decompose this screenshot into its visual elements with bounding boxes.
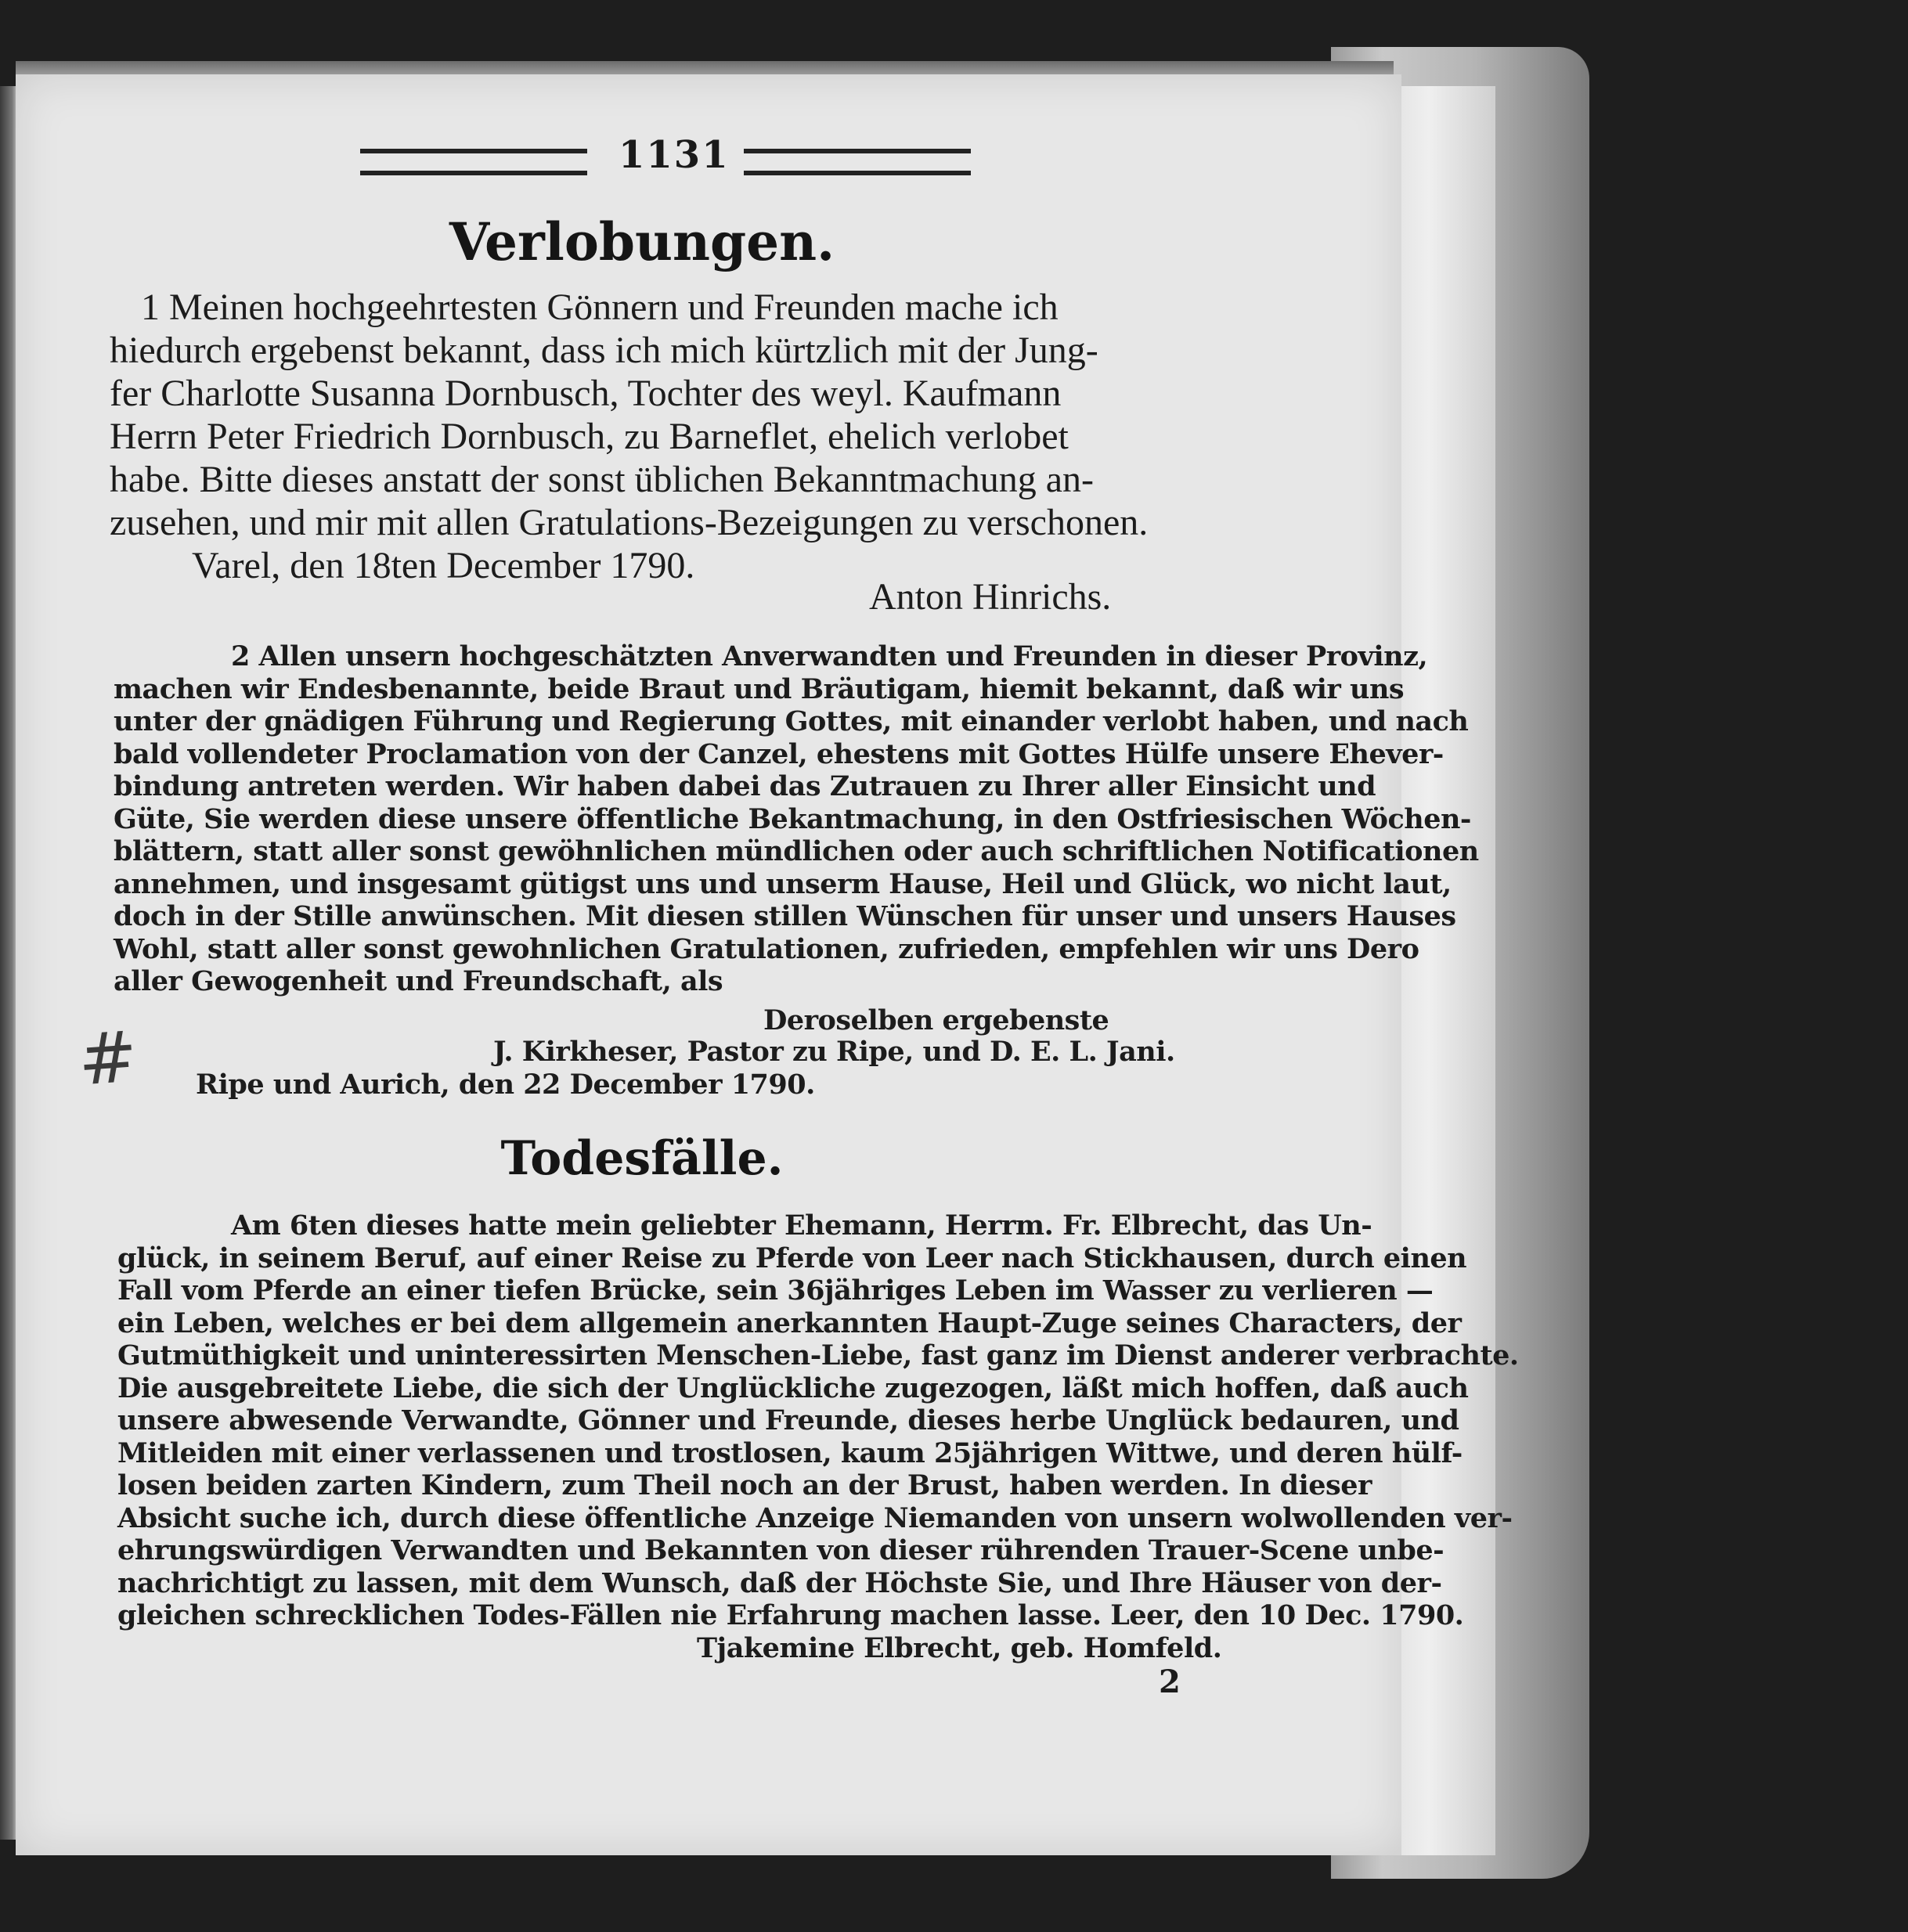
notice-line: hiedurch ergebenst bekannt, dass ich mich kürtzlich mit der Jung- [110, 330, 1098, 371]
binding-edge [0, 86, 17, 1840]
catchword: 2 [1159, 1663, 1181, 1700]
page-number: 1131 [619, 133, 730, 177]
notice-line: Fall vom Pferde an einer tiefen Brücke, sein 36jähriges Leben im Wasser zu verlieren — [117, 1274, 1434, 1307]
death-notice [117, 1209, 1519, 1632]
notice-line: unter der gnädigen Führung und Regierung Gottes, mit einander verlobt haben, und nach [114, 705, 1469, 737]
heading-betrothals: Verlobungen. [449, 211, 835, 272]
notice-line: Gutmüthigkeit und uninteressirten Menschen-Liebe, fast ganz im Dienst anderer verbrachte. [117, 1339, 1519, 1372]
notice-1-signature: Anton Hinrichs. [869, 576, 1112, 618]
notice-line: ein Leben, welches er bei dem allgemein anerkannten Haupt-Zuge seines Characters, der [117, 1307, 1462, 1339]
notice-line: fer Charlotte Susanna Dornbusch, Tochter des weyl. Kaufmann [110, 373, 1062, 414]
notice-line: doch in der Stille anwünschen. Mit diesen stillen Wünschen für unser und unsers Hauses [114, 900, 1456, 932]
betrothal-notice-1 [110, 286, 1148, 587]
notice-line: Wohl, statt aller sonst gewohnlichen Gratulationen, zufrieden, empfehlen wir uns Dero [114, 932, 1419, 965]
death-notice-signature: Tjakemine Elbrecht, geb. Homfeld. [697, 1632, 1222, 1664]
notice-line: glück, in seinem Beruf, auf einer Reise zu Pferde von Leer nach Stickhausen, durch einen [117, 1242, 1467, 1274]
notice-line: bald vollendeter Proclamation von der Canzel, ehestens mit Gottes Hülfe unsere Ehever- [114, 737, 1444, 770]
notice-line: Die ausgebreitete Liebe, die sich der Unglückliche zugezogen, läßt mich hoffen, daß auch [117, 1372, 1469, 1404]
page-header [360, 133, 971, 180]
notice-2-signatures: J. Kirkheser, Pastor zu Ripe, und D. E. L. Jani. [493, 1036, 1175, 1068]
notice-line: Absicht suche ich, durch diese öffentliche Anzeige Niemanden von unsern wolwollenden ver- [117, 1501, 1513, 1534]
notice-line: Mitleiden mit einer verlassenen und trostlosen, kaum 25jährigen Wittwe, und deren hülf- [117, 1436, 1463, 1469]
notice-line: gleichen schrecklichen Todes-Fällen nie Erfahrung machen lasse. Leer, den 10 Dec. 1790. [117, 1599, 1464, 1631]
notice-line: bindung antreten werden. Wir haben dabei das Zutrauen zu Ihrer aller Einsicht und [114, 770, 1376, 802]
notice-place-date: Varel, den 18ten December 1790. [192, 545, 695, 586]
notice-line: annehmen, und insgesamt gütigst uns und unserm Hause, Heil und Glück, wo nicht laut, [114, 867, 1452, 900]
header-rule-right [744, 149, 971, 175]
betrothal-notice-2 [114, 640, 1479, 998]
notice-line: Güte, Sie werden diese unsere öffentliche Bekantmachung, in den Ostfriesischen Wöchen- [114, 802, 1471, 835]
notice-2-closing: Deroselben ergebenste [763, 1004, 1109, 1036]
notice-line: nachrichtigt zu lassen, mit dem Wunsch, daß der Höchste Sie, und Ihre Häuser von der- [117, 1566, 1442, 1599]
notice-line: zusehen, und mir mit allen Gratulations-Bezeigungen zu verschonen. [110, 502, 1149, 543]
notice-line: aller Gewogenheit und Freundschaft, als [114, 965, 723, 997]
header-rule-left [360, 149, 587, 175]
notice-line: habe. Bitte dieses anstatt der sonst üblichen Bekanntmachung an- [110, 459, 1094, 500]
notice-line: blättern, statt aller sonst gewöhnlichen mündlichen oder auch schriftlichen Notificationen [114, 835, 1479, 867]
notice-line: Herrn Peter Friedrich Dornbusch, zu Barneflet, ehelich verlobet [110, 416, 1069, 457]
notice-line: 2 Allen unsern hochgeschätzten Anverwandten und Freunden in dieser Provinz, [231, 640, 1428, 672]
margin-mark: # [75, 1015, 140, 1102]
notice-line: 1 Meinen hochgeehrtesten Gönnern und Freunden mache ich [141, 287, 1059, 328]
heading-deaths: Todesfälle. [500, 1131, 784, 1186]
notice-line: losen beiden zarten Kindern, zum Theil noch an der Brust, haben werden. In dieser [117, 1469, 1372, 1501]
notice-line: ehrungswürdigen Verwandten und Bekannten von dieser rührenden Trauer-Scene unbe- [117, 1534, 1445, 1566]
notice-line: machen wir Endesbenannte, beide Braut und Bräutigam, hiemit bekannt, daß wir uns [114, 672, 1405, 705]
notice-line: unsere abwesende Verwandte, Gönner und Freunde, dieses herbe Unglück bedauren, und [117, 1404, 1459, 1436]
notice-line: Am 6ten dieses hatte mein geliebter Ehemann, Herrm. Fr. Elbrecht, das Un- [231, 1209, 1372, 1242]
notice-2-place-date: Ripe und Aurich, den 22 December 1790. [196, 1069, 815, 1101]
